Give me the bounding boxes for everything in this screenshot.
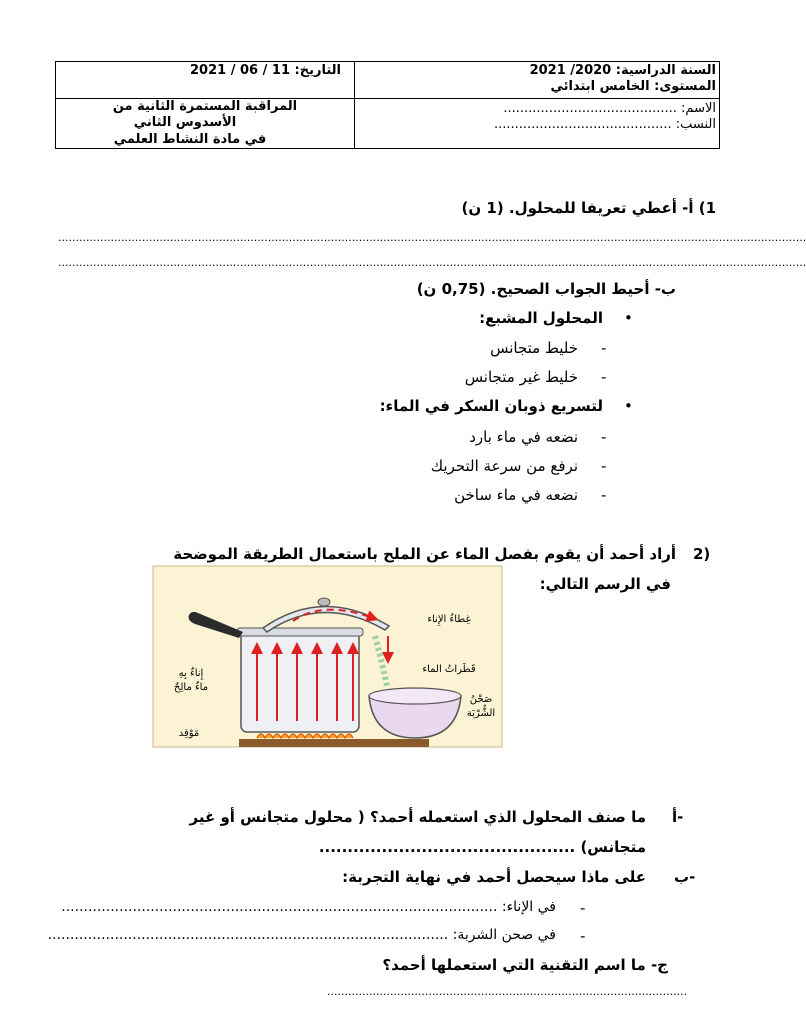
label-pot-2: ماءٌ مالِحٌ	[173, 682, 209, 693]
q1a-answer-line-2[interactable]: ......................................................................................................................................................................................................................	[58, 256, 806, 269]
q2b-option-pot[interactable]: في الإناء: ..................................................................................................	[61, 899, 556, 915]
table-divider-vertical	[354, 62, 355, 148]
q2a-prompt: ما صنف المحلول الذي استعمله أحمد؟ ( محلول متجانس أو غير	[189, 808, 646, 826]
dash: -	[601, 428, 607, 446]
q2-intro-line1: أراد أحمد أن يقوم بفصل الماء عن الملح باستعمال الطريقة الموضحة	[173, 545, 676, 563]
exam-title-line2: الأسدوس الثاني	[133, 115, 237, 130]
q1b-item2-option2[interactable]: نرفع من سرعة التحريك	[430, 457, 578, 475]
q2-intro-line2: في الرسم التالي:	[539, 575, 671, 593]
student-name-field: الاسم: ..........................................	[503, 101, 716, 116]
stove-shape	[239, 739, 429, 747]
q1b-item2-option3[interactable]: نضعه في ماء ساخن	[454, 486, 578, 504]
label-pot-1: إِناءٌ بِهِ	[178, 668, 204, 679]
dash: -	[601, 486, 607, 504]
dash: -	[580, 927, 586, 945]
q1b-item1-option1[interactable]: خليط متجانس	[490, 339, 578, 357]
q2a-label: أ-	[672, 808, 684, 826]
q1b-item1-heading: المحلول المشبع:	[479, 309, 603, 327]
label-bowl-1: صَحْنُ	[469, 694, 493, 705]
school-year: السنة الدراسية: 2020/ 2021	[529, 63, 716, 78]
bullet-dot: •	[624, 309, 633, 327]
bullet-dot: •	[624, 397, 633, 415]
exam-date: التاريخ: 11 / 06 / 2021	[190, 63, 341, 78]
q1a-prompt: 1) أ- أعطي تعريفا للمحلول. (1 ن)	[461, 199, 716, 217]
exam-title-line1: المراقبة المستمرة الثانية من	[112, 99, 298, 114]
q2b-label: ب-	[674, 868, 696, 886]
grade-level: المستوى: الخامس ابتدائي	[550, 79, 716, 94]
q1b-item2-heading: لتسريع ذوبان السكر في الماء:	[379, 397, 603, 415]
q2b-option-bowl[interactable]: في صحن الشربة: ..........................................................................................	[47, 927, 556, 943]
dash: -	[601, 339, 607, 357]
dash: -	[601, 368, 607, 386]
label-stove: مَوْقِد	[178, 728, 200, 739]
pot-shape	[241, 630, 359, 732]
label-drops: قَطَراتُ الماء	[422, 664, 476, 675]
q2b-prompt: على ماذا سيحصل أحمد في نهاية التجربة:	[342, 868, 646, 886]
label-bowl-2: الشُّرْبَة	[466, 708, 496, 719]
q1b-item2-option1[interactable]: نضعه في ماء بارد	[469, 428, 578, 446]
student-surname-field: النسب: ...........................................	[493, 117, 716, 132]
dash: -	[601, 457, 607, 475]
dash: -	[580, 899, 586, 917]
q2c-prompt: ج- ما اسم التقنية التي استعملها أحمد؟	[382, 956, 668, 974]
q2-number: 2)	[693, 545, 711, 563]
exam-title-line3: في مادة النشاط العلمي	[113, 132, 267, 147]
q1a-answer-line-1[interactable]: ......................................................................................................................................................................................................................	[58, 231, 806, 244]
label-lid: غِطاءُ الإِناء	[427, 614, 471, 625]
q1b-item1-option2[interactable]: خليط غير متجانس	[464, 368, 578, 386]
q2c-answer-line[interactable]: .......................................................................................................	[327, 985, 688, 998]
distillation-illustration	[153, 566, 502, 747]
q2a-prompt-cont[interactable]: متجانس) .............................................	[318, 838, 646, 856]
q1b-prompt: ب- أحيط الجواب الصحيح. (0,75 ن)	[416, 280, 676, 298]
